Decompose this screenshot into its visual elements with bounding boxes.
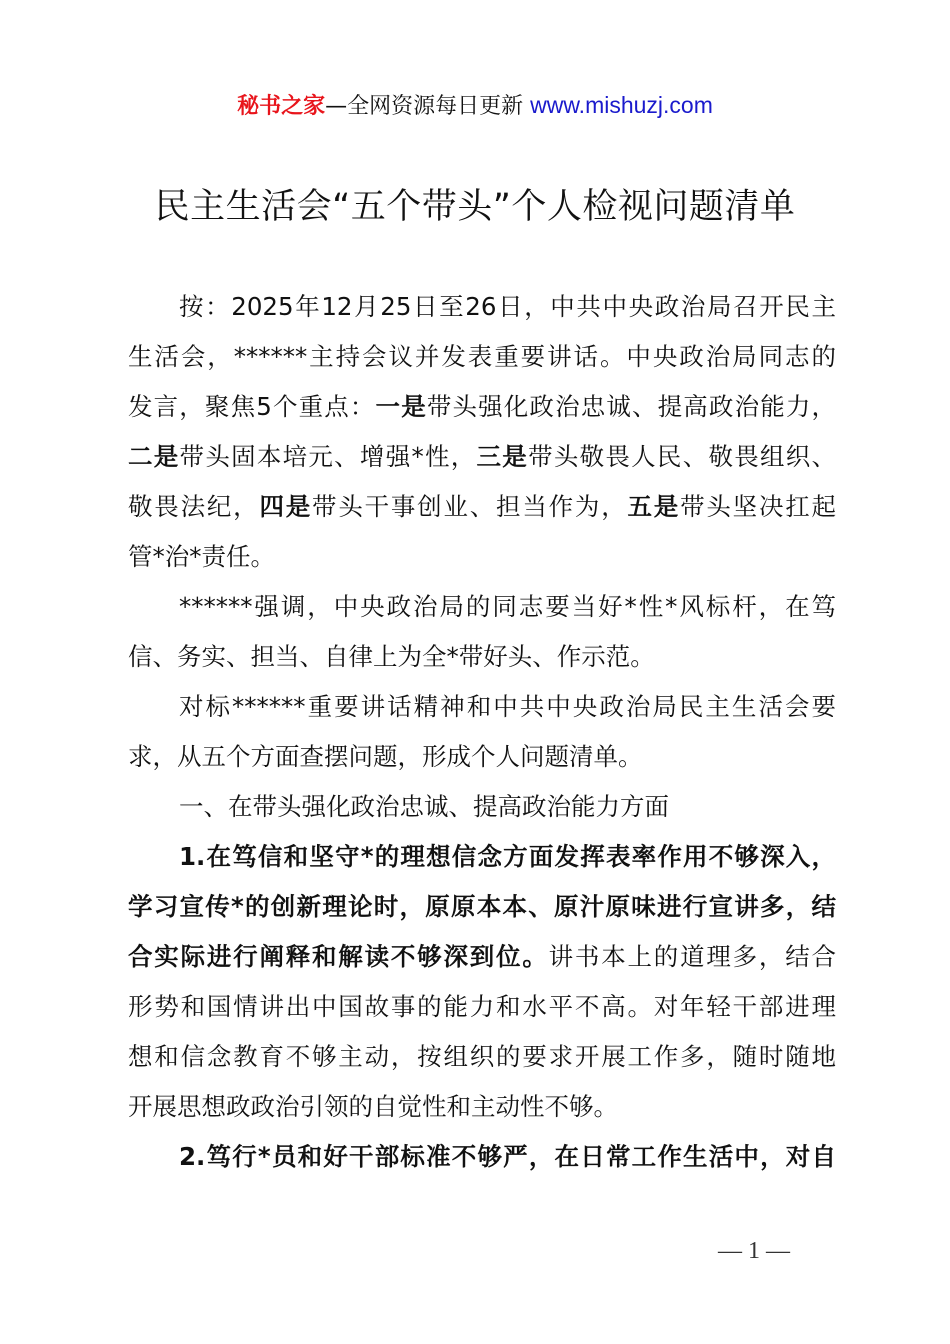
issue-heading: 学习宣传*的创新理论时，原原本本、原汁原味进行宣讲多，结	[128, 892, 836, 921]
text-line: 生活会，******主持会议并发表重要讲话。中央政治局同志的	[128, 342, 836, 371]
text-line: 想和信念教育不够主动，按组织的要求开展工作多，随时随地	[128, 1042, 836, 1071]
text-line: 开展思想政政治引领的自觉性和主动性不够。	[128, 1092, 618, 1121]
text-line	[128, 1132, 836, 1182]
text-line: ******强调，中央政治局的同志要当好*性*风标杆，在笃	[179, 592, 836, 621]
bold-marker: 三是	[476, 442, 529, 471]
text-line	[128, 382, 836, 432]
text-line	[128, 932, 836, 982]
page-number: — 1 —	[718, 1238, 790, 1264]
text-span: 发言，聚焦5个重点：	[128, 392, 376, 421]
issue-item-2	[128, 1132, 836, 1182]
site-banner	[0, 88, 950, 124]
document-title: 民主生活会“五个带头”个人检视问题清单	[154, 187, 796, 227]
text-line: 形势和国情讲出中国故事的能力和水平不高。对年轻干部进理	[128, 992, 836, 1021]
document-body	[128, 282, 836, 1182]
text-line	[128, 832, 836, 882]
text-span: 带头强化政治忠诚、提高政治能力，	[426, 392, 837, 421]
text-line	[128, 882, 836, 932]
text-span: 讲书本上的道理多，结合	[548, 942, 837, 971]
text-line: 求，从五个方面查摆问题，形成个人问题清单。	[128, 742, 643, 771]
section-heading: 一、在带头强化政治忠诚、提高政治能力方面	[179, 792, 669, 821]
issue-heading: 2.笃行*员和好干部标准不够严，在日常工作生活中，对自	[179, 1142, 836, 1171]
banner-url-link[interactable]: www.mishuzj.com	[530, 92, 713, 118]
banner-tagline: —全网资源每日更新	[325, 94, 524, 119]
text-line	[128, 432, 836, 482]
issue-item-1	[128, 832, 836, 1132]
bold-marker: 四是	[259, 492, 313, 521]
text-span: 带头坚决扛起	[680, 492, 837, 521]
text-span: 带头干事创业、担当作为，	[312, 492, 628, 521]
paragraph-intro	[128, 282, 836, 582]
paragraph-benchmark	[128, 682, 836, 782]
text-line	[128, 482, 836, 532]
bold-marker: 五是	[627, 492, 681, 521]
issue-heading: 1.在笃信和坚守*的理想信念方面发挥表率作用不够深入，	[179, 842, 836, 871]
text-span: 带头固本培元、增强*性，	[179, 442, 477, 471]
text-line: 对标******重要讲话精神和中共中央政治局民主生活会要	[179, 692, 836, 721]
issue-heading: 合实际进行阐释和解读不够深到位。	[128, 942, 549, 971]
text-span: 敬畏法纪，	[128, 492, 260, 521]
text-line: 管*治*责任。	[128, 542, 275, 571]
bold-marker: 二是	[128, 442, 180, 471]
text-line: 信、务实、担当、自律上为全*带好头、作示范。	[128, 642, 655, 671]
banner-brand: 秘书之家	[237, 94, 326, 119]
text-line: 按：2025年12月25日至26日，中共中央政治局召开民主	[179, 292, 836, 321]
text-span: 带头敬畏人民、敬畏组织、	[528, 442, 837, 471]
paragraph-emphasis	[128, 582, 836, 682]
bold-marker: 一是	[375, 392, 427, 421]
